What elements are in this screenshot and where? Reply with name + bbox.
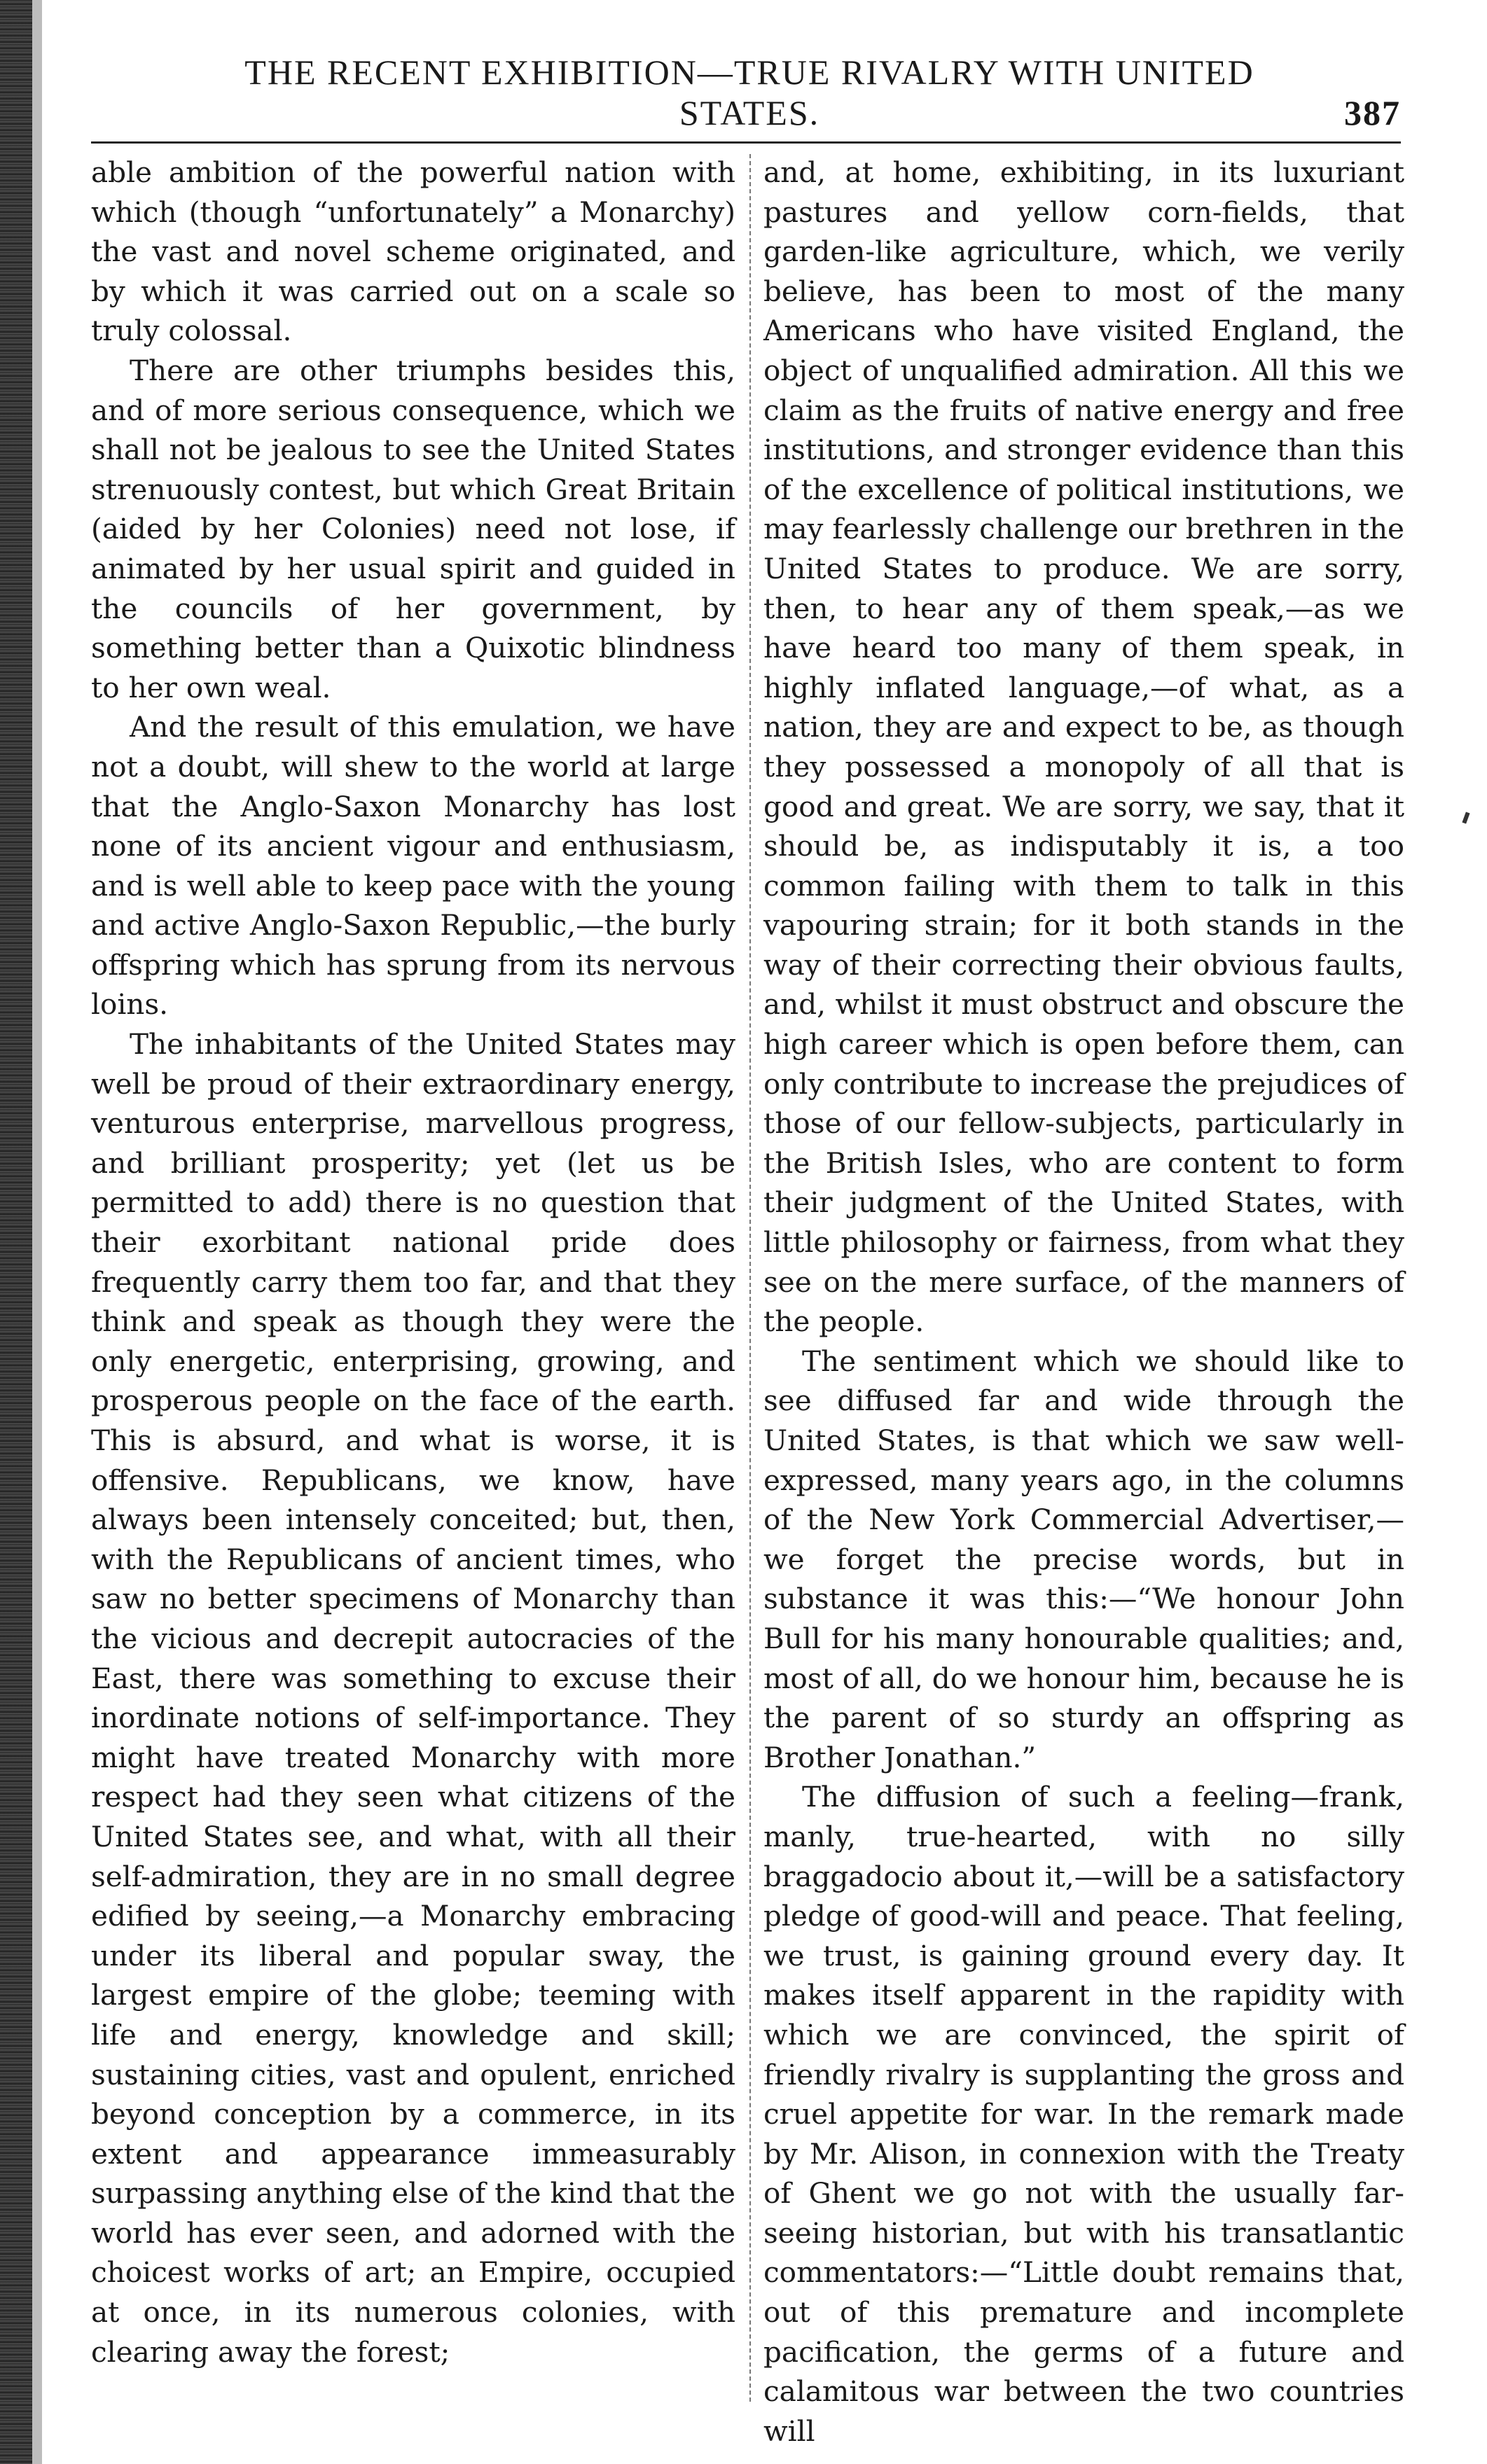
left-column	[91, 153, 735, 2372]
ink-fleck	[1462, 812, 1469, 823]
paragraph: The sentiment which we should like to see diffused far and wide through the United States, is that which we saw well-expressed, many years ago, in the columns of the New York Commercial Advertiser,—we forget the precise words, but in substance it was this:—“We honour John Bull for his many honourable qualities; and, most of all, do we honour him, because he is the parent of so sturdy an offspring as Brother Jonathan.”	[763, 1344, 1404, 1774]
paragraph: and, at home, exhibiting, in its luxuriant pastures and yellow corn-fields, that garden-like agriculture, which, we verily believe, has been to most of the many Americans who have visited England, the object of unqualified admiration. All this we claim as the fruits of native energy and free institutions, and stronger evidence than this of the excellence of political institutions, we may fearlessly challenge our brethren in the United States to produce. We are sorry, then, to hear any of them speak,—as we have heard too many of them speak, in highly inflated language,—of what, as a nation, they are and expect to be, as though they possessed a monopoly of all that is good and great. We are sorry, we say, that it should be, as indisputably it is, a too common failing with them to talk in this vapouring strain; for it both stands in the way of their correcting their obvious faults, and, whilst it must obstruct and obscure the high career which is open before them, can only contribute to increase the prejudices of those of our fellow-subjects, particularly in the British Isles, who are content to form their judgment of the United States, with little philosophy or fairness, from what they see on the mere surface, of the manners of the people.	[763, 155, 1404, 1339]
right-column	[763, 153, 1404, 2451]
paragraph: able ambition of the powerful nation with which (though “unfortunately” a Monarchy) the vast and novel scheme originated, and by which it was carried out on a scale so truly colossal.	[91, 155, 735, 348]
binding-shadow	[32, 0, 42, 2464]
page-number: 387	[1344, 93, 1401, 132]
paragraph: There are other triumphs besides this, and of more serious consequence, which we shall not be jealous to see the United States strenuously contest, but which Great Britain (aided by her Colonies) need not lose, if animated by her usual spirit and guided in the councils of her government, by something better than a Quixotic blindness to her own weal.	[91, 353, 735, 704]
column-divider	[749, 154, 751, 2402]
paragraph: The inhabitants of the United States may well be proud of their extraordinary energy, venturous enterprise, marvellous progress, and brilliant prosperity; yet (let us be permitted to add) there is no question that their exorbitant national pride does frequently carry them too far, and that they think and speak as though they were the only energetic, enterprising, growing, and prosperous people on the face of the earth. This is absurd, and what is worse, it is offensive. Republicans, we know, have always been intensely conceited; but, then, with the Republicans of ancient times, who saw no better specimens of Monarchy than the vicious and decrepit autocracies of the East, there was something to excuse their inordinate notions of self-importance. They might have treated Monarchy with more respect had they seen what citizens of the United States see, and what, with all their self-admiration, they are in no small degree edified by seeing,—a Monarchy embracing under its liberal and popular sway, the largest empire of the globe; teeming with life and energy, knowledge and skill; sustaining cities, vast and opulent, enriched beyond conception by a commerce, in its extent and appearance immeasurably surpassing anything else of the kind that the world has ever seen, and adorned with the choicest works of art; an Empire, occupied at once, in its numerous colonies, with clearing away the forest;	[91, 1027, 735, 2369]
paragraph: The diffusion of such a feeling—frank, manly, true-hearted, with no silly braggadocio about it,—will be a satisfactory pledge of good-will and peace. That feeling, we trust, is gaining ground every day. It makes itself apparent in the rapidity with which we are convinced, the spirit of friendly rivalry is supplanting the gross and cruel appetite for war. In the remark made by Mr. Alison, in connexion with the Treaty of Ghent we go not with the usually far-seeing historian, but with his transatlantic commentators:—“Little doubt remains that, out of this premature and incomplete pacification, the germs of a future and calamitous war between the two countries will	[763, 1780, 1404, 2448]
running-head	[91, 53, 1401, 133]
binding-edge	[0, 0, 32, 2464]
paragraph: And the result of this emulation, we have not a doubt, will shew to the world at large that the Anglo-Saxon Monarchy has lost none of its ancient vigour and enthusiasm, and is well able to keep pace with the young and active Anglo-Saxon Republic,—the burly offspring which has sprung from its nervous loins.	[91, 710, 735, 1022]
book-page	[91, 53, 1408, 2448]
header-rule	[91, 141, 1401, 144]
running-title: THE RECENT EXHIBITION—TRUE RIVALRY WITH UNITED STATES.	[244, 53, 1254, 132]
